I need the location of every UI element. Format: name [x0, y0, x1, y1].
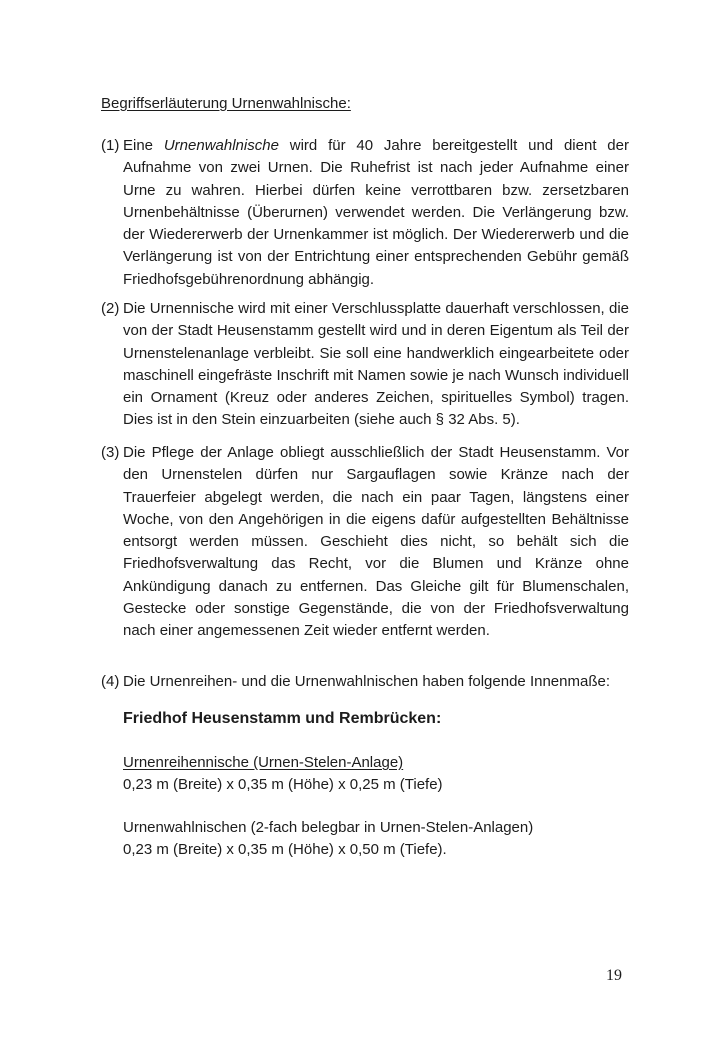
- paragraph-number: (1): [101, 137, 120, 154]
- paragraph-text: wird für 40 Jahre bereitgestellt und dient der Aufnahme von zwei Urnen. Die Ruhefrist ist nach jeder Aufnahme einer Urne zu wahren. Hierbei dürfen keine verrottbaren bzw. zersetzbaren Urnenbehältnisse (Überurnen) verwendet werden. Die Verlängerung bzw. der Wiedererwerb der Urnenkammer ist möglich. Der Wiedererwerb und die Verlängerung ist von der Entrichtung einer entsprechenden Gebühr gemäß Friedhofsgebührenordnung abhängig.: [123, 137, 629, 288]
- paragraph-3: [101, 442, 629, 643]
- dimension-block-row-niche: [123, 752, 443, 797]
- paragraph-body: Die Urnennische wird mit einer Verschlussplatte dauerhaft verschlossen, die von der Stadt Heusenstamm gestellt wird und in deren Eigentum als Teil der Urnenstelenanlage verbleibt. Sie soll eine handwerklich eingearbeitete oder maschinell eingefräste Inschrift mit Namen sowie je nach Wunsch individuell ein Ornament (Kreuz oder anderes Zeichen, spirituelles Symbol) tragen. Dies ist in den Stein einzuarbeiten (siehe auch § 32 Abs. 5).: [123, 300, 629, 429]
- paragraph-4: [101, 671, 629, 693]
- paragraph-lead: Eine: [123, 137, 164, 154]
- paragraph-2: [101, 298, 629, 432]
- section-heading: Begriffserläuterung Urnenwahlnische:: [101, 95, 351, 112]
- paragraph-body: Die Pflege der Anlage obliegt ausschließlich der Stadt Heusenstamm. Vor den Urnenstelen dürfen nur Sargauflagen sowie Kränze nach der Trauerfeier abgelegt werden, die nach ein paar Tagen, längstens einer Woche, von den Angehörigen in die eigens dafür aufgestellten Behältnisse entsorgt werden müssen. Geschieht dies nicht, so behält sich die Friedhofsverwaltung das Recht, vor die Blumen und Kränze ohne Ankündigung danach zu entfernen. Das Gleiche gilt für Blumenschalen, Gestecke oder sonstige Gegenstände, die von der Friedhofsverwaltung nach einer angemessenen Zeit wieder entfernt werden.: [123, 444, 629, 640]
- paragraph-number: (3): [101, 444, 120, 461]
- paragraph-number: (4): [101, 673, 120, 690]
- paragraph-1: [101, 135, 629, 291]
- cemetery-title: Friedhof Heusenstamm und Rembrücken:: [123, 710, 442, 727]
- dimension-label: Urnenwahlnischen (2-fach belegbar in Urnen-Stelen-Anlagen): [123, 819, 534, 836]
- dimension-block-choice-niche: [123, 817, 533, 862]
- paragraph-number: (2): [101, 300, 120, 317]
- paragraph-body: Die Urnenreihen- und die Urnenwahlnischen haben folgende Innenmaße:: [123, 673, 610, 690]
- page-number: 19: [606, 967, 622, 984]
- dimension-value: 0,23 m (Breite) x 0,35 m (Höhe) x 0,50 m (Tiefe).: [123, 841, 447, 859]
- emphasis-term: Urnenwahlnische: [163, 137, 279, 154]
- dimension-value: 0,23 m (Breite) x 0,35 m (Höhe) x 0,25 m (Tiefe): [123, 776, 443, 794]
- dimension-label: Urnenreihennische (Urnen-Stelen-Anlage): [123, 754, 404, 771]
- paragraph-body: [123, 135, 629, 291]
